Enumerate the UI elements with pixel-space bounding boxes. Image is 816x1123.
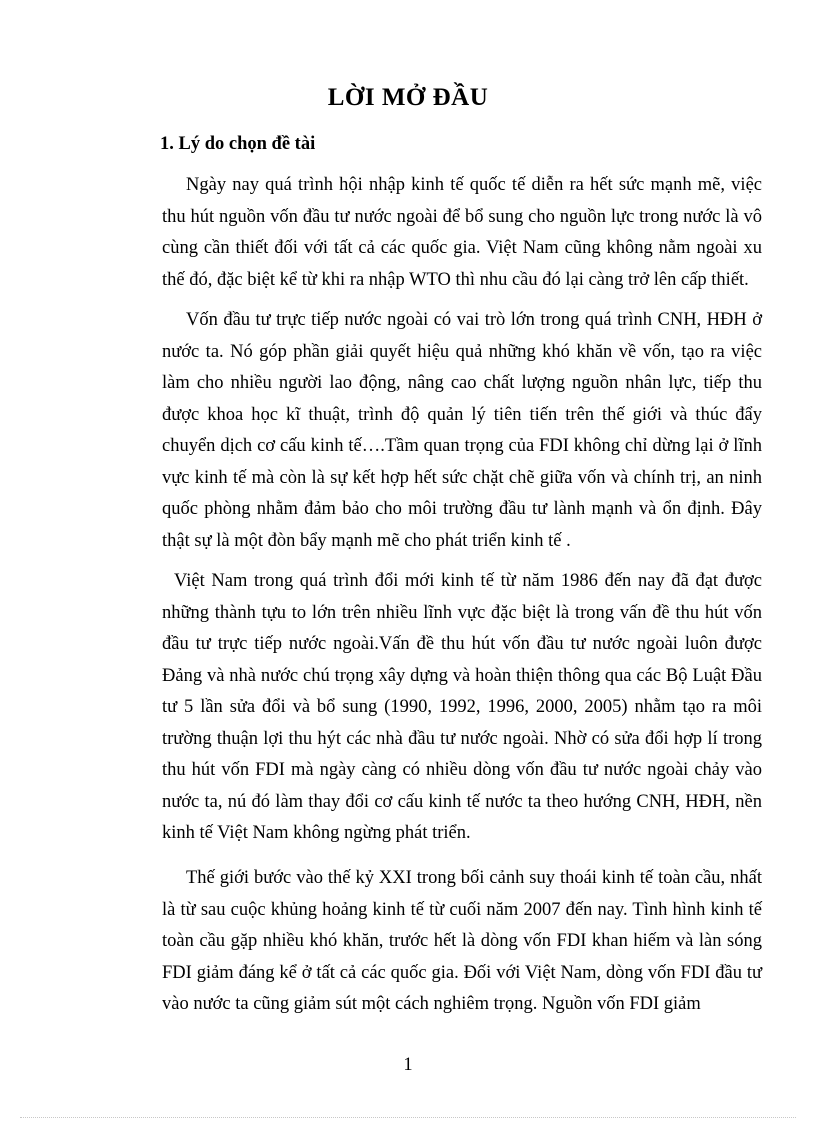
paragraph-block (162, 170, 762, 296)
paragraph-4: Thế giới bước vào thế kỷ XXI trong bối cảnh suy thoái kinh tế toàn cầu, nhất là từ sau cuộc khủng hoảng kinh tế từ cuối năm 2007 đến nay. Tình hình kinh tế toàn cầu gặp nhiều khó khăn, trước hết là dòng vốn FDI khan hiếm và làn sóng FDI giảm đáng kể ở tất cả các quốc gia. Đối với Việt Nam, dòng vốn FDI đầu tư vào nước ta cũng giảm sút một cách nghiêm trọng. Nguồn vốn FDI giảm (162, 868, 762, 1014)
paragraph-2: Vốn đầu tư trực tiếp nước ngoài có vai trò lớn trong quá trình CNH, HĐH ở nước ta. Nó góp phần giải quyết hiệu quả những khó khăn về vốn, tạo ra việc làm cho nhiều người lao động, nâng cao chất lượng nguồn nhân lực, tiếp thu được khoa học kĩ thuật, trình độ quản lý tiên tiến trên thế giới và thúc đẩy chuyển dịch cơ cấu kinh tế….Tầm quan trọng của FDI không chỉ dừng lại ở lĩnh vực kinh tế mà còn là sự kết hợp hết sức chặt chẽ giữa vốn và chính trị, an ninh quốc phòng nhằm đảm bảo cho môi trường đầu tư lành mạnh và ổn định. Đây thật sự là một đòn bẩy mạnh mẽ cho phát triển kinh tế . (162, 310, 762, 551)
page-title: LỜI MỞ ĐẦU (327, 84, 489, 111)
paragraph-block (162, 566, 762, 850)
page-bottom-divider (20, 1117, 796, 1118)
paragraph-block (162, 305, 762, 557)
paragraph-1: Ngày nay quá trình hội nhập kinh tế quốc tế diễn ra hết sức mạnh mẽ, việc thu hút nguồn vốn đầu tư nước ngoài để bổ sung cho nguồn lực trong nước là vô cùng cần thiết đối với tất cả các quốc gia. Việt Nam cũng không nằm ngoài xu thế đó, đặc biệt kể từ khi ra nhập WTO thì nhu cầu đó lại càng trở lên cấp thiết. (162, 175, 762, 290)
page-number: 1 (403, 1055, 413, 1075)
paragraph-block (162, 863, 762, 1021)
paragraph-3: Việt Nam trong quá trình đổi mới kinh tế từ năm 1986 đến nay đã đạt được những thành tựu to lớn trên nhiều lĩnh vực đặc biệt là trong vấn đề thu hút vốn đầu tư trực tiếp nước ngoài.Vấn đề thu hút vốn đầu tư nước ngoài luôn được Đảng và nhà nước chú trọng xây dựng và hoàn thiện thông qua các Bộ Luật Đầu tư 5 lần sửa đổi và bổ sung (1990, 1992, 1996, 2000, 2005) nhằm tạo ra môi trường thuận lợi thu hýt các nhà đầu tư nước ngoài. Nhờ có sửa đổi hợp lí trong thu hút vốn FDI mà ngày càng có nhiều dòng vốn đầu tư nước ngoài chảy vào nước ta, nú đó làm thay đổi cơ cấu kinh tế nước ta theo hướng CNH, HĐH, nền kinh tế Việt Nam không ngừng phát triển. (162, 571, 762, 843)
section-heading: 1. Lý do chọn đề tài (160, 134, 316, 154)
